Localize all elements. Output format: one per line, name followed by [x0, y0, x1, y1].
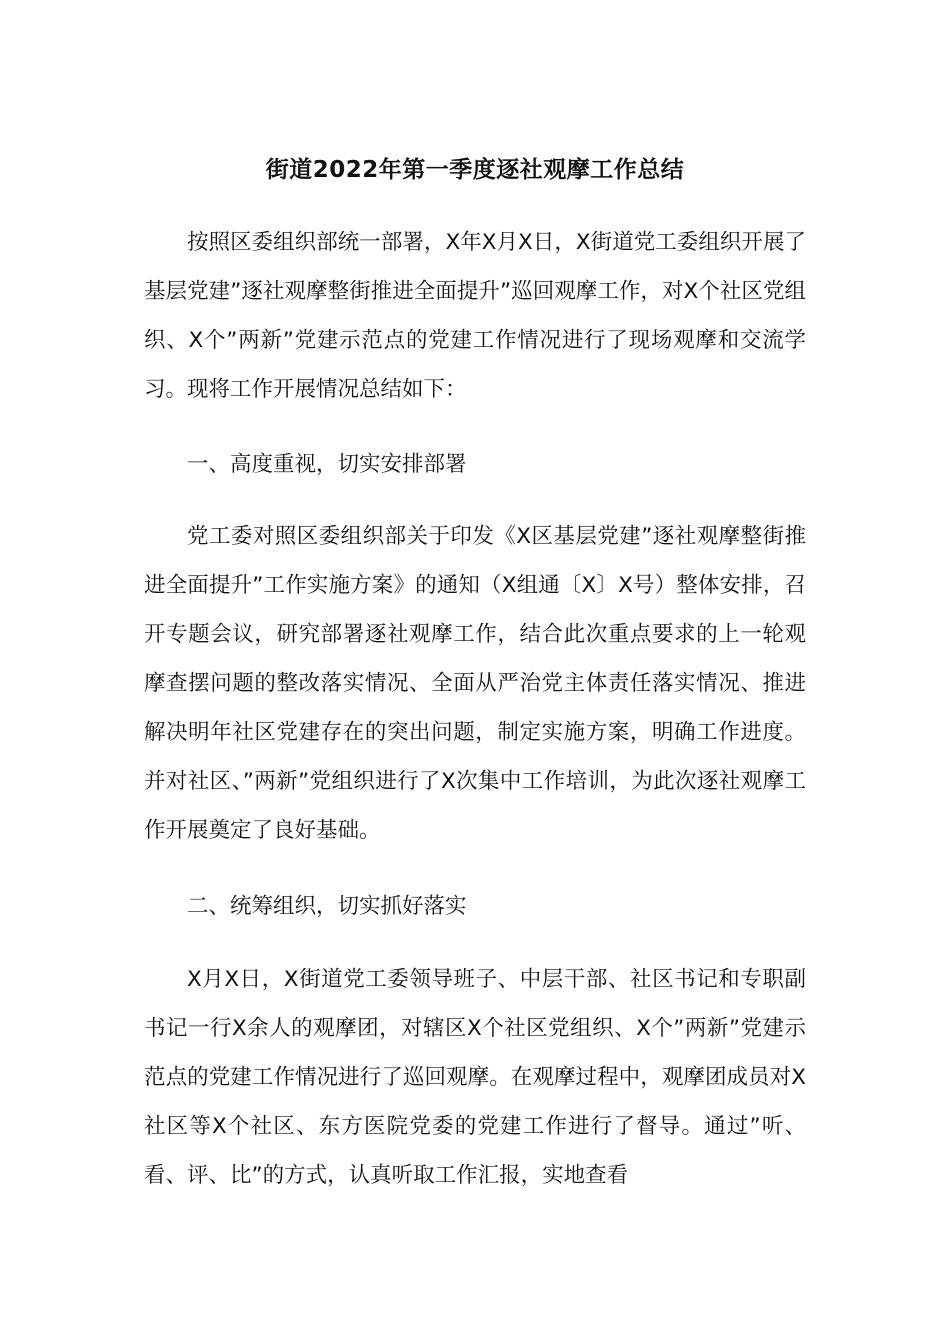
section-2-paragraph: X月X日，X街道党工委领导班子、中层干部、社区书记和专职副书记一行X余人的观摩团，对辖区X个社区党组织、X个”两新”党建示范点的党建工作情况进行了巡回观摩。在观摩过程中，观摩团成员对X社区等X个社区、东方医院党委的党建工作进行了督导。通过”听、看、评、比”的方式，认真听取工作汇报，实地查看 [144, 967, 806, 1188]
intro-paragraph: 按照区委组织部统一部署，X年X月X日，X街道党工委组织开展了基层党建”逐社观摩整街推进全面提升”巡回观摩工作，对X个社区党组织、X个”两新”党建示范点的党建工作情况进行了现场观摩和交流学习。现将工作开展情况总结如下： [144, 230, 806, 402]
section-1-paragraph: 党工委对照区委组织部关于印发《X区基层党建”逐社观摩整街推进全面提升”工作实施方案》的通知（X组通〔X〕X号）整体安排，召开专题会议，研究部署逐社观摩工作，结合此次重点要求的上一轮观摩查摆问题的整改落实情况、全面从严治党主体责任落实情况、推进解决明年社区党建存在的突出问题，制定实施方案，明确工作进度。并对社区、”两新”党组织进行了X次集中工作培训，为此次逐社观摩工作开展奠定了良好基础。 [144, 524, 806, 843]
section-heading-1: 一、高度重视，切实安排部署 [187, 452, 467, 477]
document-title: 街道2022年第一季度逐社观摩工作总结 [265, 157, 685, 183]
section-heading-2: 二、统筹组织，切实抓好落实 [187, 894, 467, 919]
